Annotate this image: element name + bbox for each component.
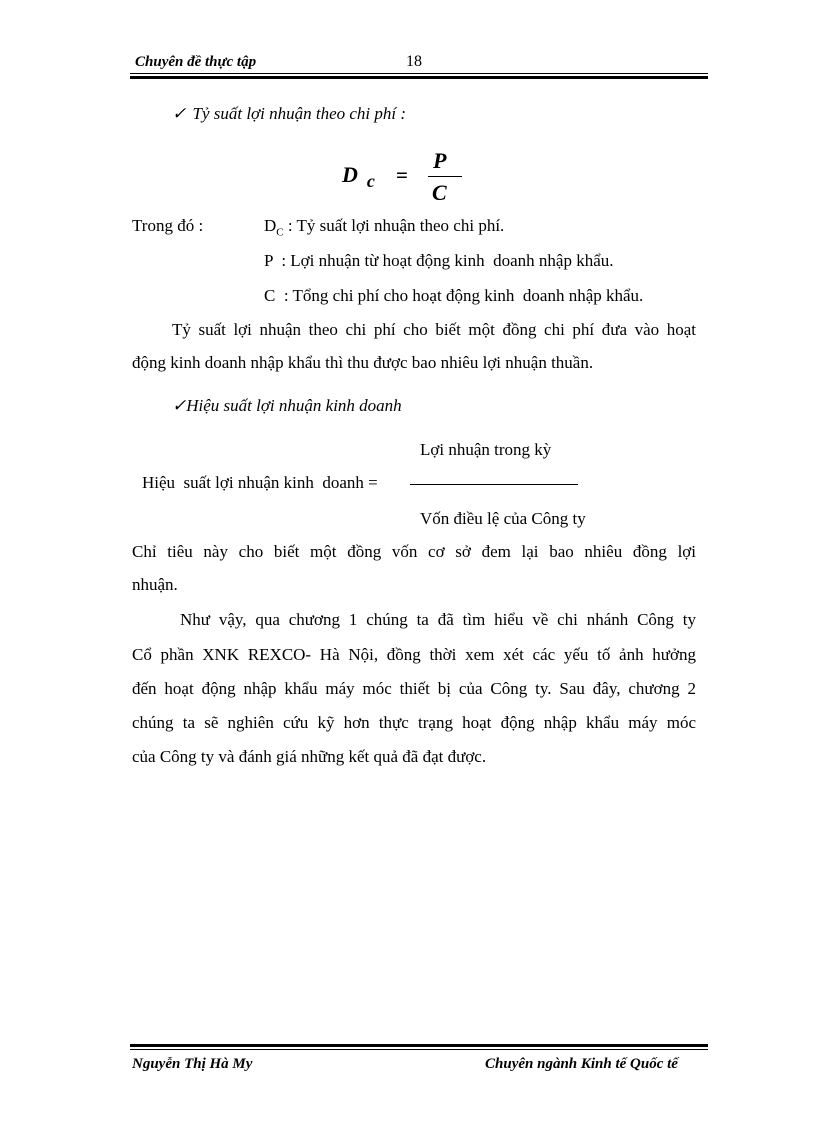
legend-item: $D_C$ : Tỷ suất lợi nhuận theo chi phí. xyxy=(264,216,505,239)
note-line: nhuận. xyxy=(132,575,178,594)
section1-heading xyxy=(172,104,406,124)
legend-item: C : Tổng chi phí cho hoạt động kinh doanh nhập khẩu. xyxy=(264,286,644,305)
section2-heading-text: Hiệu suất lợi nhuận kinh doanh xyxy=(186,396,402,415)
paragraph-line: động kinh doanh nhập khẩu thì thu được bao nhiêu lợi nhuận thuần. xyxy=(132,353,594,372)
formula2-numerator: Lợi nhuận trong kỳ xyxy=(420,440,552,459)
conclusion-line: Cổ phần XNK REXCO- Hà Nội, đồng thời xem xét các yếu tố ảnh hưởng xyxy=(132,645,696,664)
footer-rule-thick xyxy=(130,1044,708,1047)
footer-author: Nguyễn Thị Hà My xyxy=(132,1056,253,1072)
check-icon: ✓ xyxy=(172,396,187,415)
legend-item: P : Lợi nhuận từ hoạt động kinh doanh nhập khẩu. xyxy=(264,251,614,270)
formula2-denominator: Vốn điều lệ của Công ty xyxy=(420,509,586,528)
page-number: 18 xyxy=(406,53,422,70)
header-rule-thin xyxy=(130,73,708,74)
footer-major: Chuyên ngành Kinh tế Quốc tế xyxy=(485,1056,678,1072)
header-title: Chuyên đề thực tập xyxy=(135,54,257,70)
header-rule-thick xyxy=(130,76,708,79)
formula-lhs: D $_c$ xyxy=(342,162,375,191)
formula-equals: = xyxy=(396,163,408,187)
conclusion-line: của Công ty và đánh giá những kết quả đã đạt được. xyxy=(132,747,487,766)
conclusion-line: Như vậy, qua chương 1 chúng ta đã tìm hiểu về chi nhánh Công ty xyxy=(180,610,696,629)
footer-rule-thin xyxy=(130,1049,708,1050)
formula2-label: Hiệu suất lợi nhuận kinh doanh = xyxy=(142,473,378,492)
section2-heading xyxy=(172,396,402,416)
conclusion-line: chúng ta sẽ nghiên cứu kỹ hơn thực trạng hoạt động nhập khẩu máy móc xyxy=(132,713,696,732)
formula-numerator: P xyxy=(433,148,447,173)
formula-denominator: C xyxy=(432,180,447,205)
note-line: Chỉ tiêu này cho biết một đồng vốn cơ sở đem lại bao nhiêu đồng lợi xyxy=(132,542,696,561)
paragraph-line: Tỷ suất lợi nhuận theo chi phí cho biết một đồng chi phí đưa vào hoạt xyxy=(172,320,696,339)
section1-heading-text: Tỷ suất lợi nhuận theo chi phí : xyxy=(192,104,407,123)
conclusion-line: đến hoạt động nhập khẩu máy móc thiết bị của Công ty. Sau đây, chương 2 xyxy=(132,679,696,698)
legend-label: Trong đó : xyxy=(132,216,204,235)
check-icon: ✓ xyxy=(172,104,187,123)
formula2-fraction-line xyxy=(410,484,578,485)
formula-fraction-line xyxy=(428,176,462,177)
